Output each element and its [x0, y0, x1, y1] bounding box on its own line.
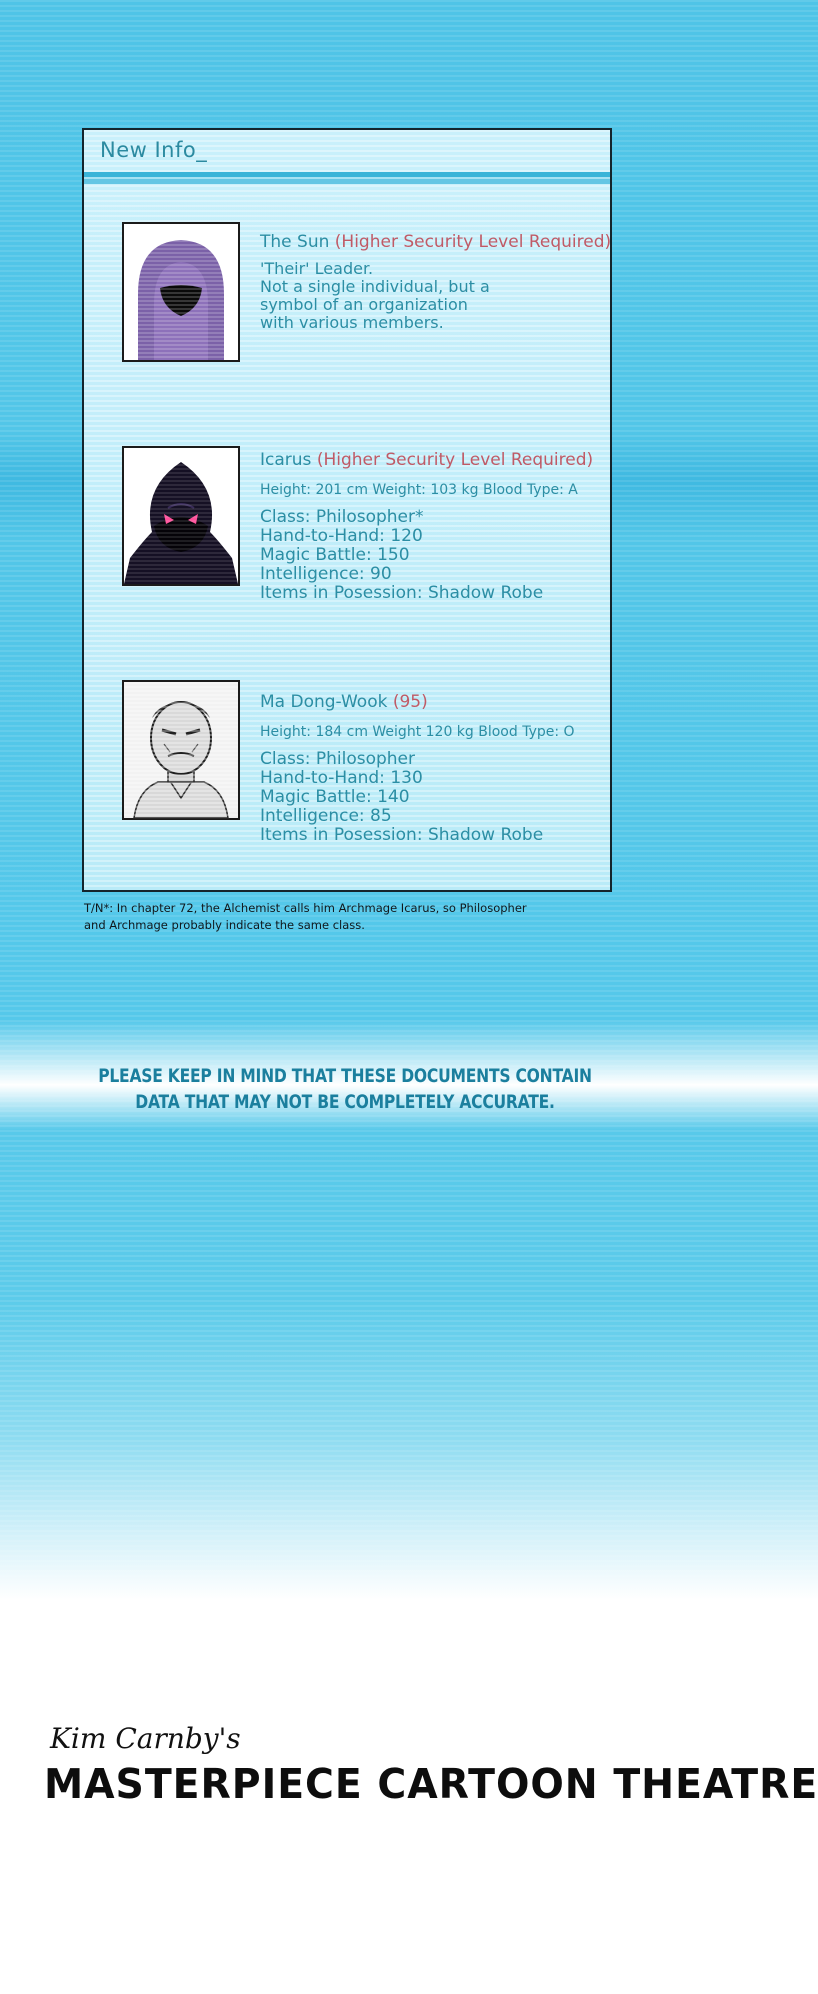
description-line: Not a single individual, but a [260, 277, 490, 296]
stat-line: Items in Posession: Shadow Robe [260, 825, 544, 845]
translator-note [84, 900, 604, 934]
accuracy-disclaimer [62, 1063, 628, 1115]
icarus-name-line [260, 450, 594, 470]
panel-header-bar [84, 172, 610, 184]
icarus-physical-stats: Height: 201 cm Weight: 103 kg Blood Type: A [260, 482, 578, 498]
entry-name: Icarus [260, 450, 312, 470]
description-line: symbol of an organization [260, 295, 468, 314]
series-title: MASTERPIECE CARTOON THEATRE [44, 1760, 818, 1808]
stat-line: Items in Posession: Shadow Robe [260, 583, 544, 603]
stat-line: Class: Philosopher [260, 749, 416, 769]
the-sun-description [260, 260, 590, 332]
icarus-portrait [122, 446, 240, 586]
stat-line: Intelligence: 85 [260, 806, 392, 826]
stat-line: Class: Philosopher* [260, 507, 424, 527]
entry-name: Ma Dong-Wook [260, 692, 388, 712]
panel-title: New Info_ [100, 138, 208, 162]
stat-line: Intelligence: 90 [260, 564, 392, 584]
disclaimer-line: DATA THAT MAY NOT BE COMPLETELY ACCURATE. [135, 1091, 555, 1113]
ma-dong-wook-physical-stats: Height: 184 cm Weight 120 kg Blood Type: O [260, 724, 575, 740]
the-sun-name-line [260, 232, 612, 252]
icarus-info [260, 450, 594, 603]
author-credit: Kim Carnby's [50, 1722, 241, 1755]
ma-dong-wook-info [260, 692, 590, 845]
new-info-panel [82, 128, 612, 892]
the-sun-portrait [122, 222, 240, 362]
translator-note-line: T/N*: In chapter 72, the Alchemist calls him Archmage Icarus, so Philosopher [84, 901, 527, 915]
the-sun-info [260, 232, 612, 332]
stat-line: Hand-to-Hand: 120 [260, 526, 423, 546]
entry-ma-dong-wook [122, 680, 592, 845]
security-note: (Higher Security Level Required) [316, 450, 594, 470]
icarus-stats-block [260, 508, 590, 603]
ma-dong-wook-stats-block [260, 750, 590, 845]
stat-line: Magic Battle: 150 [260, 545, 410, 565]
ma-dong-wook-name-line [260, 692, 590, 712]
stat-line: Magic Battle: 140 [260, 787, 410, 807]
security-note: (Higher Security Level Required) [334, 232, 612, 252]
translator-note-line: and Archmage probably indicate the same class. [84, 918, 365, 932]
level-note: (95) [392, 692, 428, 712]
entry-name: The Sun [260, 232, 330, 252]
disclaimer-line: PLEASE KEEP IN MIND THAT THESE DOCUMENTS CONTAIN [98, 1065, 592, 1087]
ma-dong-wook-portrait [122, 680, 240, 820]
entry-the-sun [122, 222, 612, 364]
description-line: with various members. [260, 313, 444, 332]
stat-line: Hand-to-Hand: 130 [260, 768, 423, 788]
entry-icarus [122, 446, 594, 603]
description-line: 'Their' Leader. [260, 259, 374, 278]
